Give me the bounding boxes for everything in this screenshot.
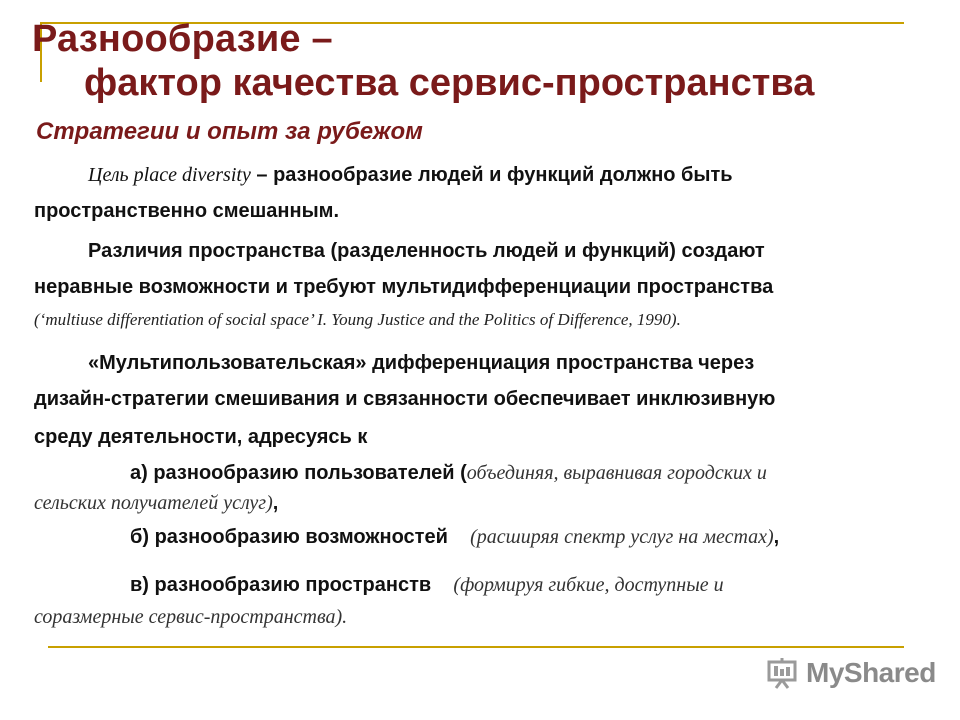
bottom-rule xyxy=(48,646,904,648)
item-c-label: в) разнообразию пространств xyxy=(130,574,432,596)
item-b-label: б) разнообразию возможностей xyxy=(130,526,448,548)
p3-line1: «Мультипользовательская» дифференциация пространства через xyxy=(88,352,755,374)
p1-line2: пространственно смешанным. xyxy=(34,200,340,222)
item-c-detail: (формируя гибкие, доступные и xyxy=(453,574,724,596)
item-c-line2: соразмерные сервис-пространства). xyxy=(34,606,348,628)
item-a-line2 xyxy=(34,492,278,515)
item-b-detail: (расширяя спектр услуг на местах) xyxy=(470,526,774,548)
p1-line1-text: – разнообразие людей и функций должно быть xyxy=(250,164,733,186)
watermark-logo xyxy=(766,656,936,690)
item-c-line1 xyxy=(130,574,724,597)
p1-lead-italic: Цель place diversity xyxy=(88,164,251,186)
item-b-end: , xyxy=(773,526,780,548)
item-a-detail-cont: сельских получателей услуг) xyxy=(34,492,273,514)
slide-subtitle: Стратегии и опыт за рубежом xyxy=(36,118,423,145)
p2-line2: неравные возможности и требуют мультидифференциации пространства xyxy=(34,276,774,298)
p1-line1 xyxy=(88,164,733,187)
item-a-detail: объединяя, выравнивая городских и xyxy=(466,462,767,484)
slide-title-line2: фактор качества сервис-пространства xyxy=(84,62,815,104)
item-b xyxy=(130,526,779,549)
slide-title-line1: Разнообразие – xyxy=(32,18,333,60)
item-a-label: а) разнообразию пользователей ( xyxy=(130,462,467,484)
watermark-text: MyShared xyxy=(806,657,936,688)
presentation-board-icon xyxy=(766,656,800,690)
p2-line1: Различия пространства (разделенность людей и функций) создают xyxy=(88,240,765,262)
p3-line2: дизайн-стратегии смешивания и связанности обеспечивает инклюзивную xyxy=(34,388,776,410)
item-a-end: , xyxy=(272,492,279,514)
p2-citation: (‘multiuse differentiation of social space’ I. Young Justice and the Politics of Difference, 1990). xyxy=(34,310,681,329)
item-a-line1 xyxy=(130,462,767,485)
p3-line3: среду деятельности, адресуясь к xyxy=(34,426,368,448)
